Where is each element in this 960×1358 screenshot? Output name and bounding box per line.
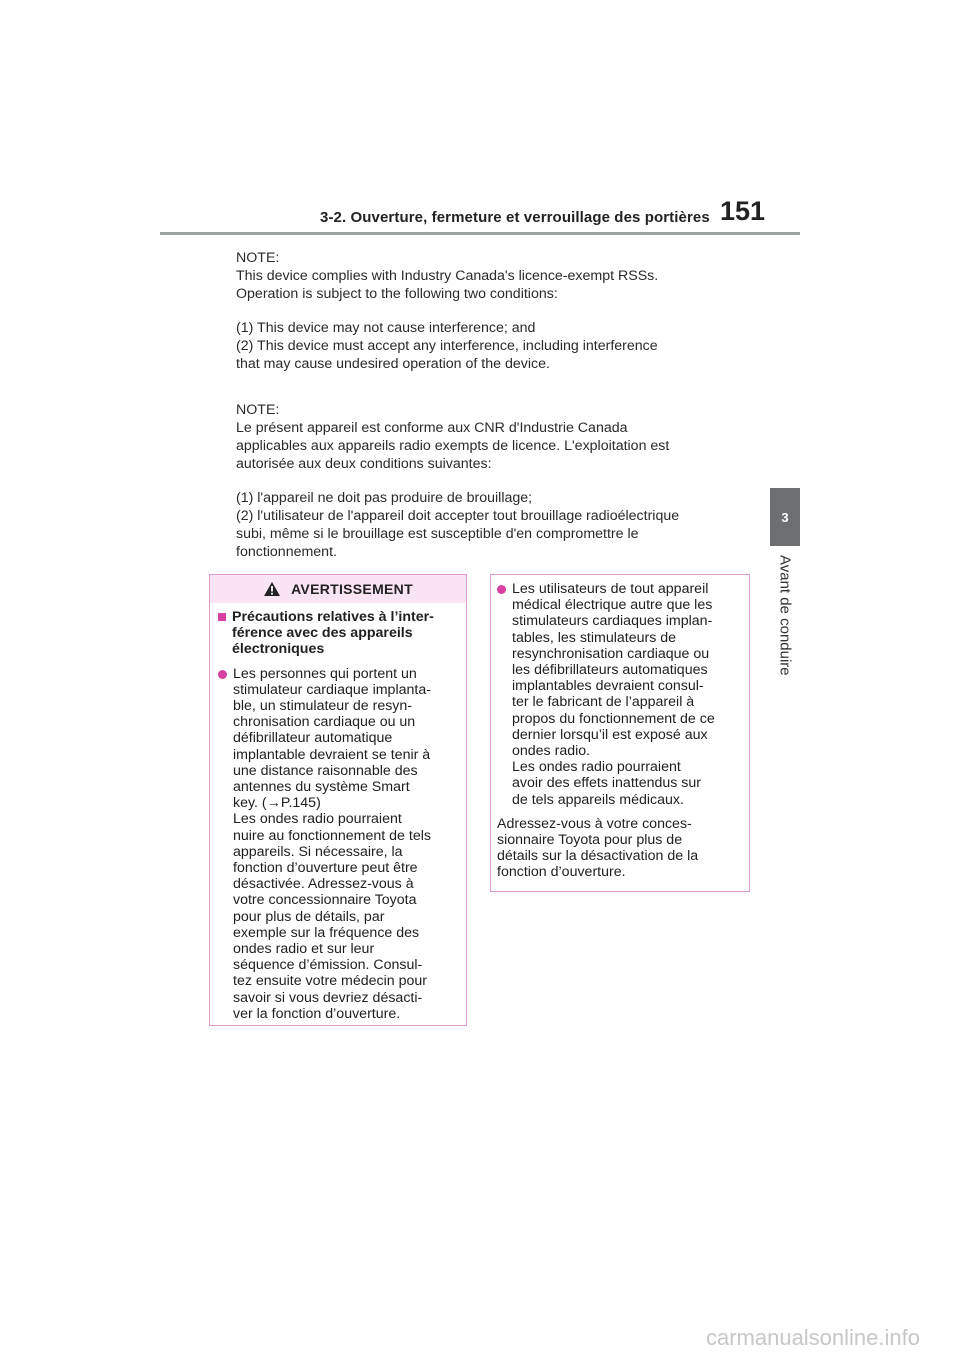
notice-en-condition: that may cause undesired operation of the device. [236, 356, 550, 372]
chapter-label: Avant de conduire [776, 555, 794, 676]
notice-fr-heading: NOTE: [236, 402, 280, 418]
square-bullet-icon [218, 613, 226, 621]
chapter-tab: 3 [770, 488, 800, 546]
warning-title: AVERTISSEMENT [291, 581, 413, 597]
warning-item-text: Les utilisateurs de tout appareil médical électrique autre que les stimulateurs cardiaques implan- tables, les stimulateurs de resynchronisation cardiaque ou les défibrillateurs automatiques implantables devraient consul- ter le fabricant de l’appareil à propos du fonctionnement de ce dernier lorsqu’il est exposé aux ondes radio. Les ondes radio pourraient avoir des effets inattendus sur de tels appareils médicaux. [512, 581, 715, 808]
warning-item [218, 666, 458, 1022]
notice-en-condition: (1) This device may not cause interference; and [236, 320, 536, 336]
warning-item-text: Les personnes qui portent un stimulateur cardiaque implanta- ble, un stimulateur de resyn- chronisation cardiaque ou un défibrillateur automatique implantable devraient se tenir à une distance raisonnable des antennes du système Smart key. (→P.145) Les ondes radio pourraient nuire au fonctionnement de tels appareils. Si nécessaire, la fonction d’ouverture peut être désactivée. Adressez-vous à votre concessionnaire Toyota pour plus de détails, par exemple sur la fréquence des ondes radio et sur leur séquence d’émission. Consul- tez ensuite votre médecin pour savoir si vous devriez désacti- ver la fonction d’ouverture. [233, 665, 431, 1022]
regulatory-notice [236, 249, 756, 561]
watermark: carmanualsonline.info [705, 1325, 920, 1350]
page-number: 151 [720, 196, 766, 226]
warning-box [209, 574, 467, 1026]
page-header-title: 3-2. Ouverture, fermeture et verrouillage des portières [320, 209, 710, 226]
header-rule [160, 232, 800, 235]
notice-fr-line: applicables aux appareils radio exempts de licence. L'exploitation est [236, 438, 670, 454]
notice-en-condition: (2) This device must accept any interference, including interference [236, 338, 658, 354]
notice-en-line: This device complies with Industry Canada's licence-exempt RSSs. [236, 268, 659, 284]
warning-section-title: Précautions relatives à l’inter- férence avec des appareils électroniques [232, 609, 434, 658]
notice-fr-line: Le présent appareil est conforme aux CNR d'Industrie Canada [236, 420, 628, 436]
warning-header [210, 575, 466, 603]
round-bullet-icon [497, 585, 506, 594]
notice-en-line: Operation is subject to the following two conditions: [236, 286, 558, 302]
warning-triangle-icon [263, 581, 281, 597]
warning-section [218, 609, 458, 658]
notice-fr-condition: (2) l'utilisateur de l'appareil doit accepter tout brouillage radioélectrique [236, 508, 680, 524]
notice-en-heading: NOTE: [236, 250, 280, 266]
notice-fr-line: autorisée aux deux conditions suivantes: [236, 456, 492, 472]
warning-continued-box [490, 574, 750, 892]
round-bullet-icon [218, 670, 227, 679]
warning-item [497, 581, 743, 808]
warning-closing-text: Adressez-vous à votre conces- sionnaire Toyota pour plus de détails sur la désactivation de la fonction d’ouverture. [497, 815, 699, 881]
notice-fr-condition: (1) l'appareil ne doit pas produire de brouillage; [236, 490, 533, 506]
notice-fr-condition: subi, même si le brouillage est susceptible d'en compromettre le [236, 526, 639, 542]
notice-fr-condition: fonctionnement. [236, 544, 337, 560]
